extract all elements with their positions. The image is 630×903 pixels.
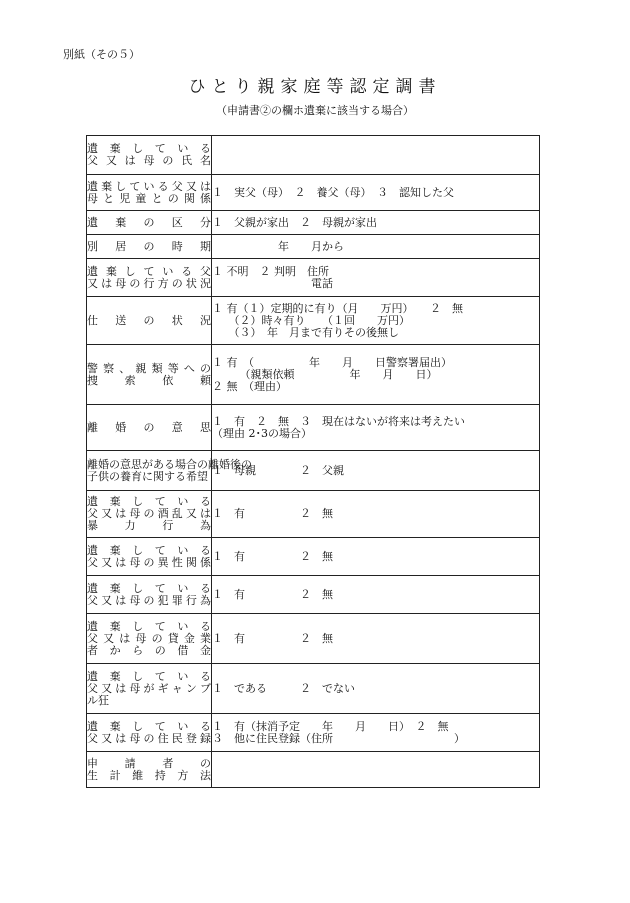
document-subtitle: （申請書②の欄ホ遺棄に該当する場合） (216, 104, 414, 117)
field-label (87, 211, 212, 235)
field-label (87, 538, 212, 576)
label-line: 遺棄している (87, 142, 211, 155)
form-row-resident-registration (87, 714, 540, 752)
field-label (87, 714, 212, 752)
field-label (87, 491, 212, 538)
form-row-gambling (87, 664, 540, 714)
label-line: 生計維持方法 (87, 768, 211, 782)
label-line: 父又は母の住民登録 (87, 731, 211, 745)
form-row-livelihood (87, 752, 540, 788)
label-line: 離婚の意思がある場合の離婚後の (87, 457, 252, 471)
label-line: 父又は母の酒乱又は (87, 507, 211, 520)
label-line: 遺棄している父又は (87, 179, 211, 193)
value-line: １ 有（抹消予定 年 月 日） ２ 無 (212, 719, 449, 733)
field-value[interactable] (212, 664, 540, 714)
value-line: （２）時々有り （１回 万円） (212, 313, 410, 327)
label-line: 暴力行為 (87, 519, 211, 532)
value-line: 年 月から (212, 239, 344, 253)
form-row-absent-parent-name (87, 136, 540, 175)
form-row-search-request (87, 345, 540, 405)
form-row-violence (87, 491, 540, 538)
value-line: １ 不明 ２ 判明 住所 (212, 264, 329, 278)
field-value[interactable] (212, 752, 540, 788)
label-line: 者からの借金 (87, 643, 211, 657)
field-value[interactable] (212, 451, 540, 491)
field-value[interactable] (212, 491, 540, 538)
field-value[interactable] (212, 345, 540, 405)
value-line: １ 有 ２ 無 (212, 507, 333, 520)
value-line: １ 有 （ 年 月 日警察署届出） (212, 355, 452, 369)
field-value[interactable] (212, 259, 540, 297)
form-row-debt (87, 614, 540, 664)
label-line: 子供の養育に関する希望 (87, 469, 208, 483)
label-line: 遺棄している (87, 543, 211, 557)
label-line: 遺棄の区分 (87, 215, 211, 229)
label-line: 父又は母の異性関係 (87, 555, 211, 569)
field-value[interactable] (212, 614, 540, 664)
value-line: １ 母親 ２ 父親 (212, 463, 344, 477)
field-label (87, 405, 212, 451)
label-line: 遺棄している (87, 581, 211, 595)
field-value[interactable] (212, 235, 540, 259)
field-value[interactable] (212, 576, 540, 614)
label-line: 遺棄している (87, 619, 211, 633)
label-line: 父又は母の貸金業 (87, 631, 211, 645)
field-label (87, 345, 212, 405)
field-label (87, 136, 212, 175)
field-label (87, 752, 212, 788)
form-row-relationship (87, 175, 540, 211)
value-line: （３） 年 月まで有りその後無し (212, 325, 399, 339)
form-row-criminal (87, 576, 540, 614)
form-row-remittance (87, 297, 540, 345)
field-label (87, 259, 212, 297)
form-row-relationships (87, 538, 540, 576)
label-line: 仕送の状況 (87, 313, 211, 327)
label-line: 母と児童との関係 (87, 191, 211, 205)
value-line: （理由 2･3の場合） (212, 426, 312, 440)
value-line: １ 有（１）定期的に有り（月 万円） ２ 無 (212, 301, 463, 315)
label-line: 遺棄している (87, 495, 211, 508)
form-number-label: 別紙（その５） (63, 48, 140, 61)
form-row-divorce-intent (87, 405, 540, 451)
field-label (87, 297, 212, 345)
field-value[interactable] (212, 136, 540, 175)
label-line: 父又は母の氏名 (87, 154, 211, 167)
label-line: 遺棄している父 (87, 264, 211, 278)
label-line: 父又は母の犯罪行為 (87, 593, 211, 607)
value-line: １ 有 ２ 無 (212, 549, 333, 563)
label-line: 遺棄している (87, 719, 211, 733)
field-value[interactable] (212, 175, 540, 211)
label-line: 別居の時期 (87, 239, 211, 253)
label-line: 警察、親類等への (87, 361, 211, 375)
form-row-whereabouts (87, 259, 540, 297)
value-line: ３ 他に住民登録（住所 ） (212, 731, 465, 745)
field-value[interactable] (212, 405, 540, 451)
investigation-form-table (86, 135, 540, 788)
label-line: 申請者の (87, 756, 211, 770)
value-line: １ 有 ２ 無 ３ 現在はないが将来は考えたい (212, 414, 465, 428)
field-label (87, 664, 212, 714)
field-value[interactable] (212, 211, 540, 235)
label-line: 捜索依頼 (87, 373, 211, 387)
document-title: ひとり親家庭等認定調書 (188, 77, 442, 97)
value-line: １ 実父（母） ２ 養父（母） ３ 認知した父 (212, 185, 454, 199)
form-row-custody-preference (87, 451, 540, 491)
label-line: ル狂 (87, 693, 109, 707)
form-row-separation-date (87, 235, 540, 259)
value-line: １ 父親が家出 ２ 母親が家出 (212, 215, 377, 229)
label-line: 遺棄している (87, 669, 211, 683)
field-value[interactable] (212, 714, 540, 752)
field-label (87, 175, 212, 211)
label-line: 離婚の意思 (87, 420, 211, 434)
field-value[interactable] (212, 538, 540, 576)
field-label (87, 576, 212, 614)
value-line: １ 有 ２ 無 (212, 631, 333, 645)
field-label (87, 451, 252, 491)
form-row-abandonment-type (87, 211, 540, 235)
value-line: ２ 無 （理由） (212, 379, 287, 393)
label-line: 又は母の行方の状況 (87, 276, 211, 290)
value-line: １ である ２ でない (212, 681, 355, 695)
value-line: １ 有 ２ 無 (212, 587, 333, 601)
label-line: 父又は母がギャンブ (87, 681, 211, 695)
value-line: 電話 (212, 276, 333, 290)
field-value[interactable] (212, 297, 540, 345)
field-label (87, 614, 212, 664)
value-line: （親類依頼 年 月 日） (212, 367, 438, 381)
field-label (87, 235, 212, 259)
